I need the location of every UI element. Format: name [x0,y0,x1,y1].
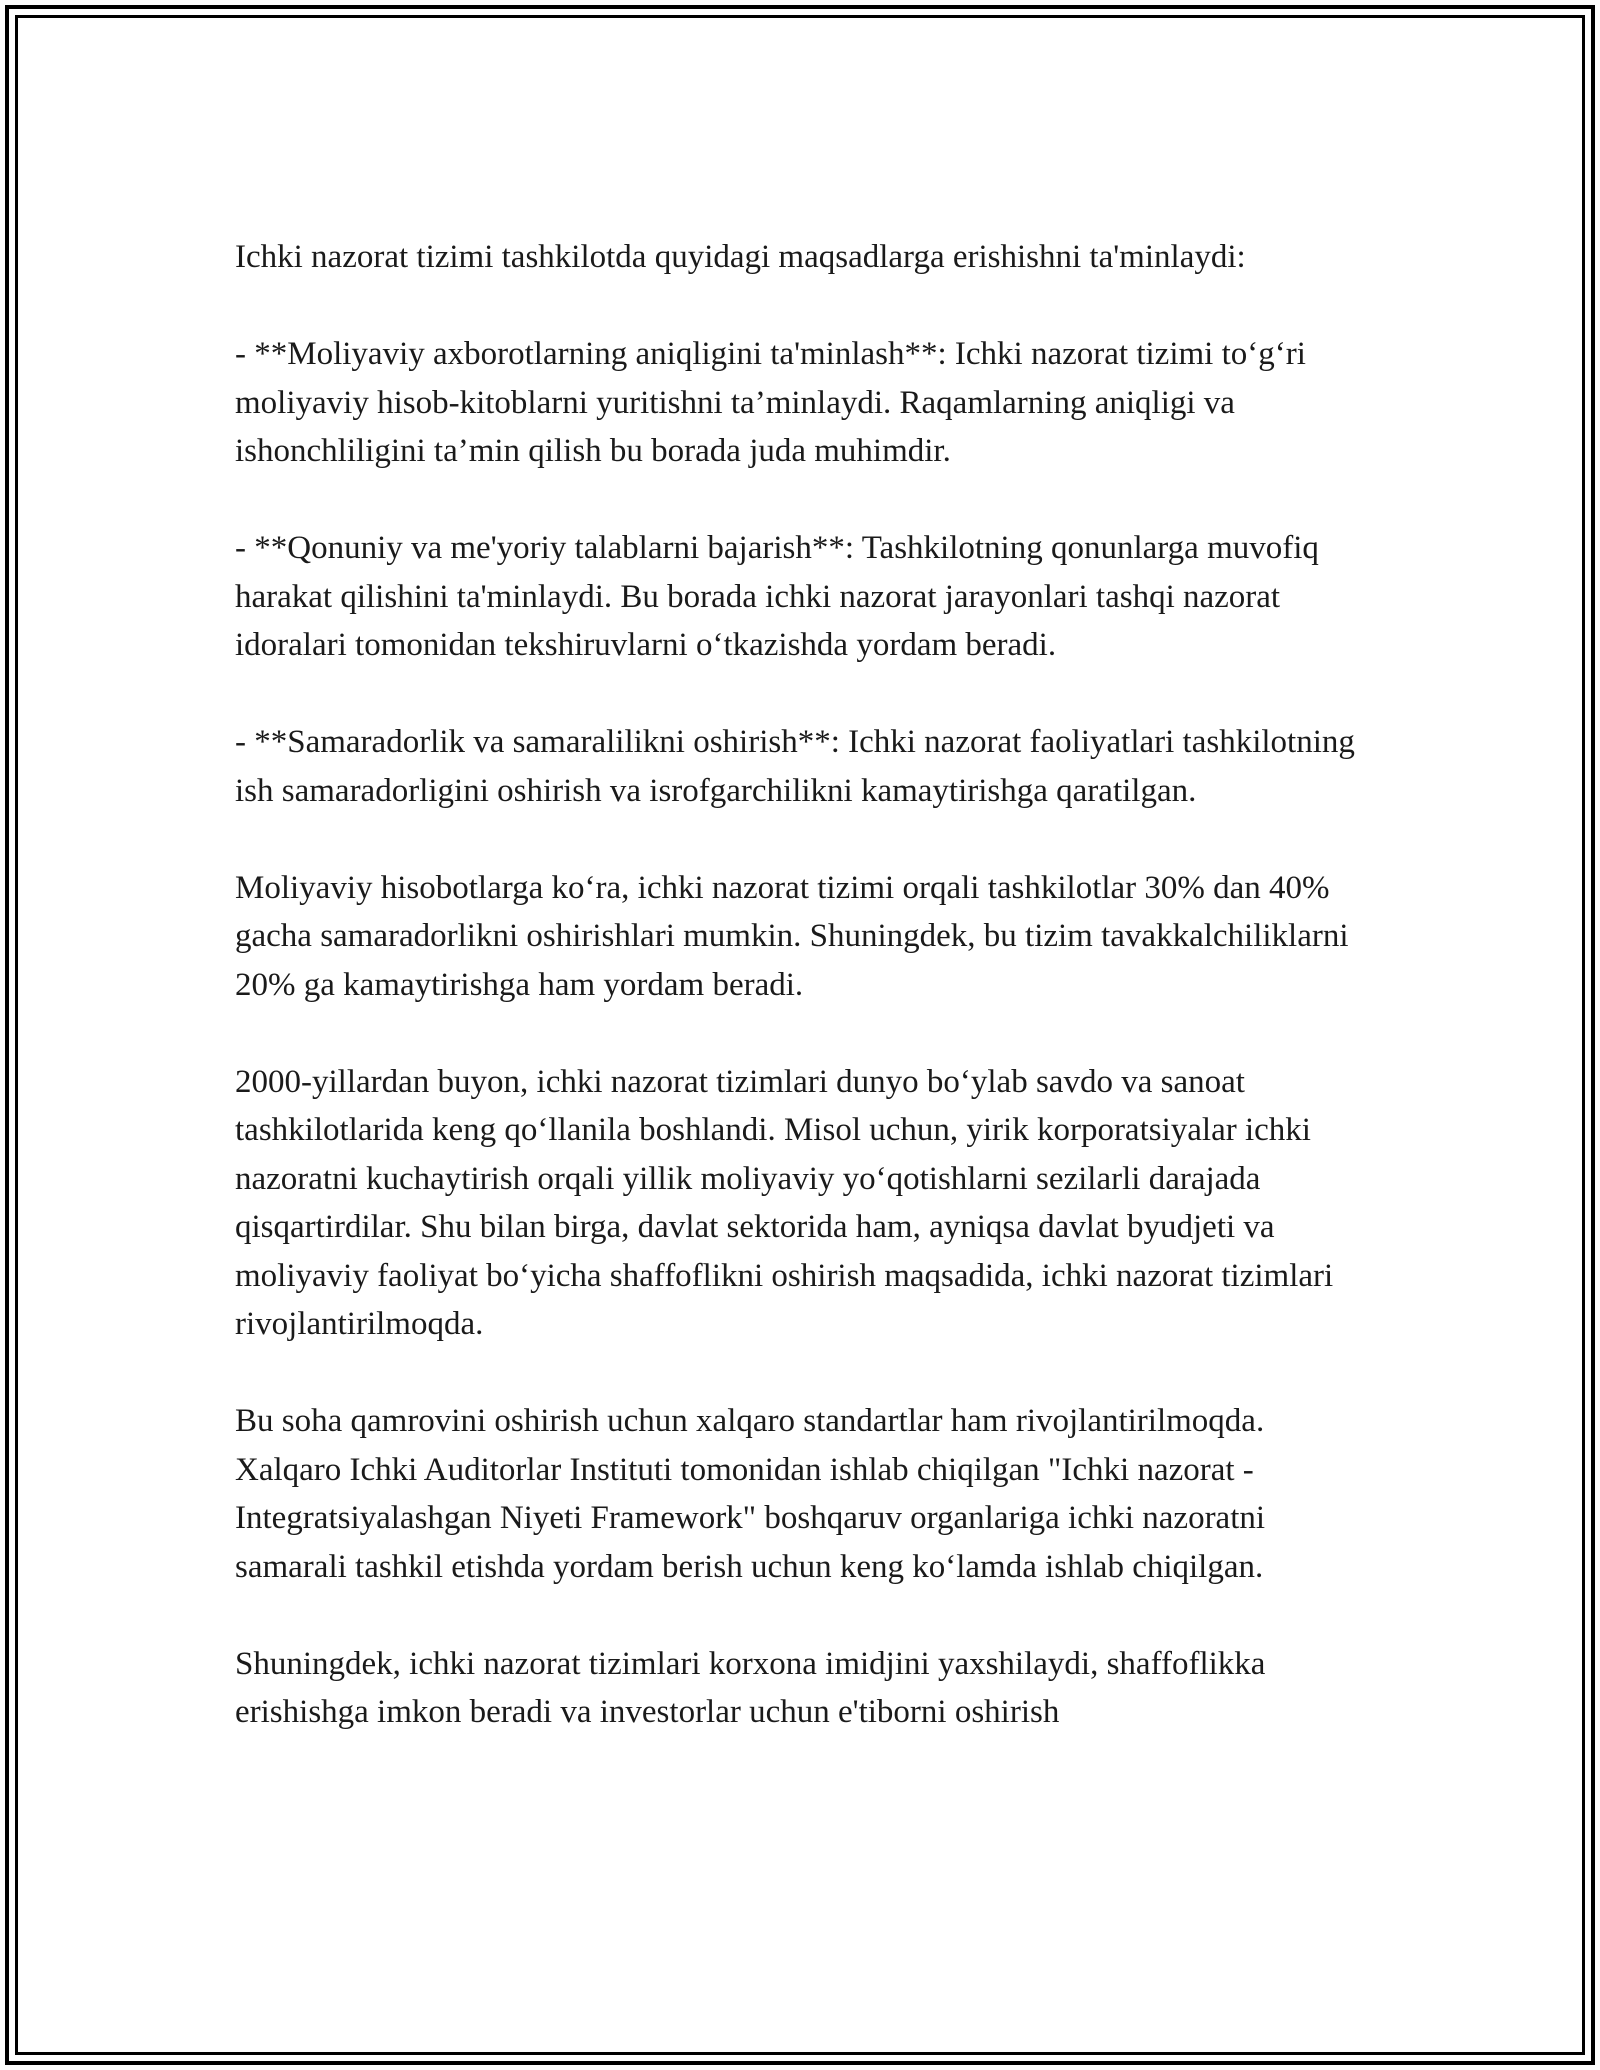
paragraph-image: Shuningdek, ichki nazorat tizimlari korxona imidjini yaxshilaydi, shaffoflikka erishishga imkon beradi va investorlar uchun e'tiborni oshirish [235,1645,1266,1730]
paragraph-standards: Bu soha qamrovini oshirish uchun xalqaro standartlar ham rivojlantirilmoqda. Xalqaro Ichki Auditorlar Instituti tomonidan ishlab chiqilgan "Ichki nazorat - Integratsiyalashgan Niyeti Framework" boshqaruv organlariga ichki nazoratni samarali tashkil etishda yordam berish uchun keng ko‘lamda ishlab chiqilgan. [235,1403,1266,1585]
document-body [235,233,1375,1785]
paragraph-financial-reports: Moliyaviy hisobotlarga ko‘ra, ichki nazorat tizimi orqali tashkilotlar 30% dan 40% gacha samaradorlikni oshirishlari mumkin. Shuningdek, bu tizim tavakkalchiliklarni 20% ga kamaytirishga ham yordam beradi. [235,869,1349,1003]
paragraph-efficiency: - **Samaradorlik va samaralilikni oshirish**: Ichki nazorat faoliyatlari tashkilotning ish samaradorligini oshirish va isrofgarchilikni kamaytirishga qaratilgan. [235,724,1355,809]
paragraph-financial-accuracy: - **Moliyaviy axborotlarning aniqligini ta'minlash**: Ichki nazorat tizimi to‘g‘ri moliyaviy hisob-kitoblarni yuritishni ta’minlaydi. Raqamlarning aniqligi va ishonchliligini ta’min qilish bu borada juda muhimdir. [235,336,1306,469]
paragraph-intro: Ichki nazorat tizimi tashkilotda quyidagi maqsadlarga erishishni ta'minlaydi: [235,239,1246,275]
paragraph-history: 2000-yillardan buyon, ichki nazorat tizimlari dunyo bo‘ylab savdo va sanoat tashkilotlarida keng qo‘llanila boshlandi. Misol uchun, yirik korporatsiyalar ichki nazoratni kuchaytirish orqali yillik moliyaviy yo‘qotishlarni sezilarli darajada qisqartirdilar. Shu bilan birga, davlat sektorida ham, ayniqsa davlat byudjeti va moliyaviy faoliyat bo‘yicha shaffoflikni oshirish maqsadida, ichki nazorat tizimlari rivojlantirilmoqda. [235,1063,1334,1342]
paragraph-legal-compliance: - **Qonuniy va me'yoriy talablarni bajarish**: Tashkilotning qonunlarga muvofiq harakat qilishini ta'minlaydi. Bu borada ichki nazorat jarayonlari tashqi nazorat idoralari tomonidan tekshiruvlarni o‘tkazishda yordam beradi. [235,530,1319,663]
